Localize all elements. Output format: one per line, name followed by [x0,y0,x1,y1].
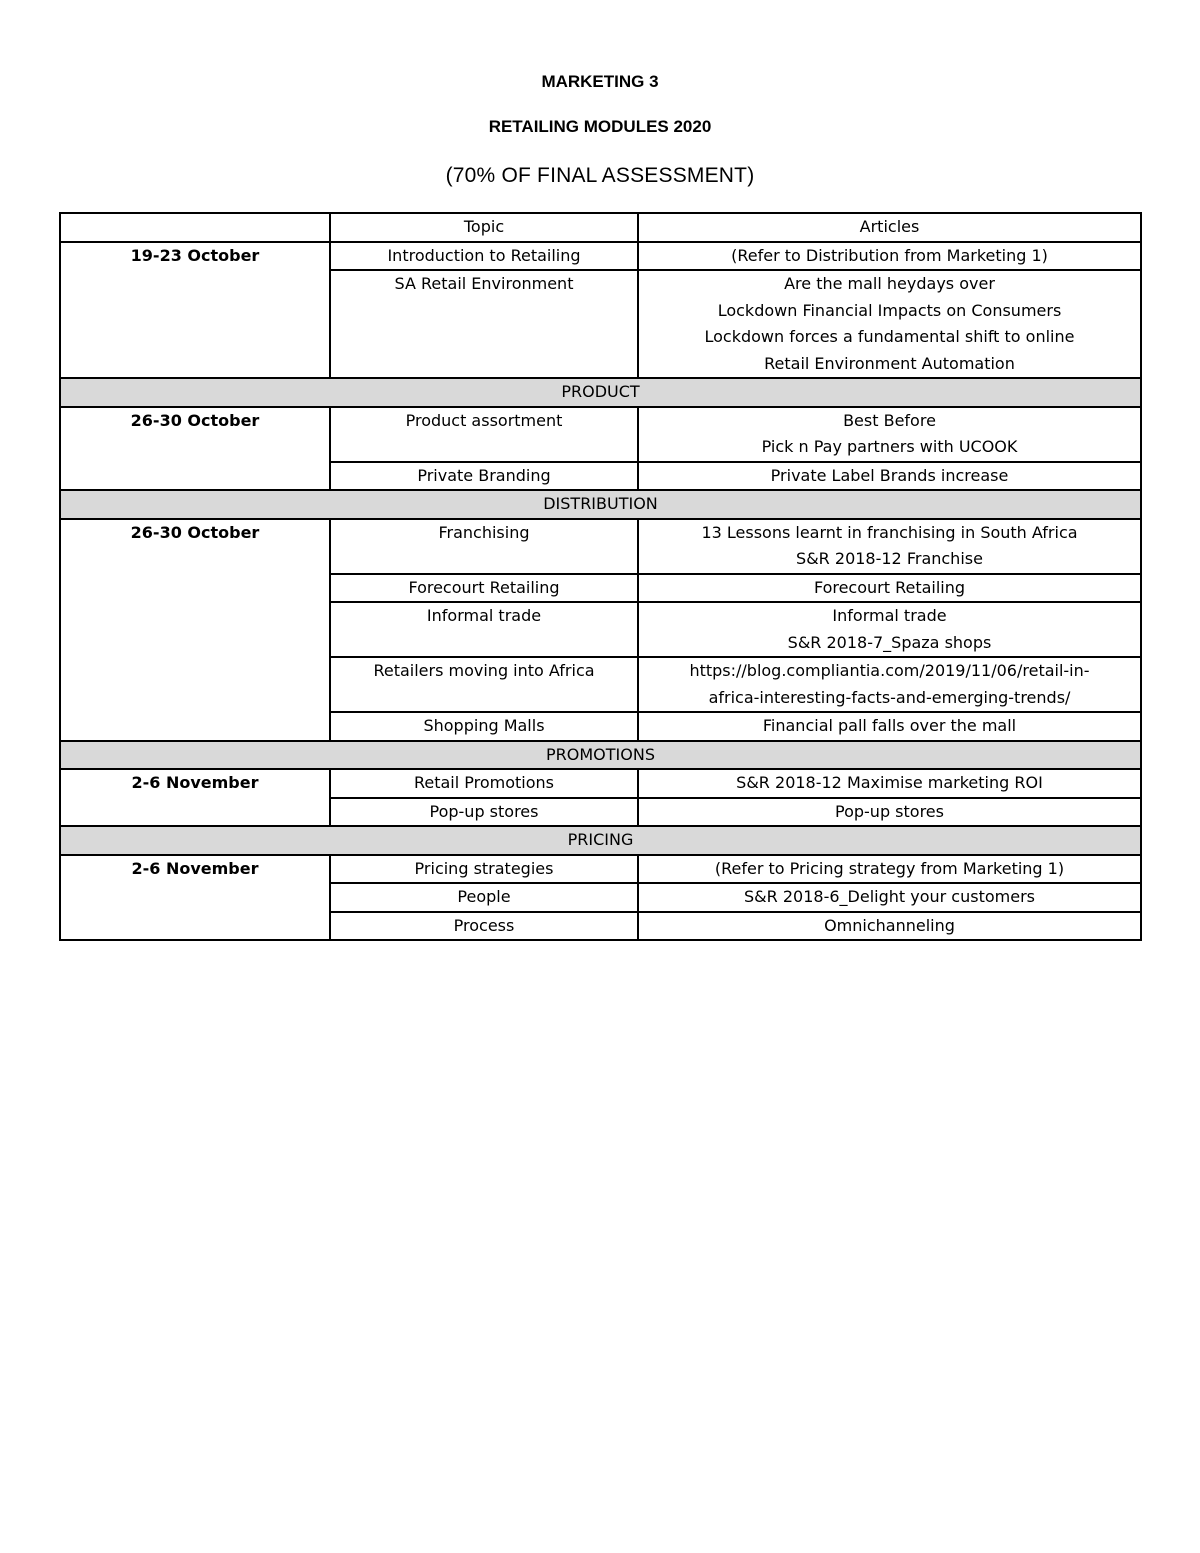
articles-cell [638,270,1141,378]
article-line: S&R 2018-12 Franchise [796,549,983,568]
article-line: Private Label Brands increase [770,465,1009,485]
topic-cell: Private Branding [330,462,638,491]
article-line: S&R 2018-7_Spaza shops [787,632,992,652]
topic-cell: Product assortment [330,407,638,462]
header-topic-cell: Topic [330,213,638,242]
section-row-promotions [60,741,1141,770]
section-row-product [60,378,1141,407]
header-row [60,213,1141,242]
date-cell: 26-30 October [60,519,330,741]
topic-cell: Forecourt Retailing [330,574,638,603]
article-line: Informal trade [832,606,947,625]
assessment-weight: (70% OF FINAL ASSESSMENT) [445,164,755,187]
article-line: Are the mall heydays over [784,274,995,293]
topic-cell: Retailers moving into Africa [330,657,638,712]
topic-cell: Informal trade [330,602,638,657]
articles-cell [638,574,1141,603]
topic-cell: SA Retail Environment [330,270,638,378]
header-date-cell [60,213,330,242]
articles-cell [638,712,1141,741]
header-articles-cell: Articles [638,213,1141,242]
document-title: MARKETING 3 [541,72,659,91]
section-label: PROMOTIONS [60,741,1141,770]
article-line: 13 Lessons learnt in franchising in South Africa [701,522,1078,542]
schedule-table [59,212,1142,941]
table-row [60,769,1141,798]
article-line: (Refer to Pricing strategy from Marketing 1) [714,858,1065,878]
topic-cell: Shopping Malls [330,712,638,741]
article-line: Lockdown Financial Impacts on Consumers [717,300,1062,320]
table-row [60,519,1141,574]
article-line: S&R 2018-6_Delight your customers [744,887,1035,906]
article-line: Financial pall falls over the mall [762,716,1017,735]
topic-cell: Introduction to Retailing [330,242,638,271]
section-label: PRICING [60,826,1141,855]
topic-cell: People [330,883,638,912]
section-row-pricing [60,826,1141,855]
articles-cell [638,519,1141,574]
date-cell: 2-6 November [60,855,330,941]
article-link-line: africa-interesting-facts-and-emerging-trends/ [708,687,1071,707]
article-link-line: https://blog.compliantia.com/2019/11/06/retail-in- [689,661,1090,680]
topic-cell: Process [330,912,638,941]
table-row [60,855,1141,884]
topic-cell: Pricing strategies [330,855,638,884]
date-cell: 19-23 October [60,242,330,379]
articles-cell [638,855,1141,884]
articles-cell [638,883,1141,912]
articles-cell [638,242,1141,271]
article-line: Best Before [843,410,936,430]
articles-cell [638,602,1141,657]
section-label: DISTRIBUTION [60,490,1141,519]
topic-cell: Retail Promotions [330,769,638,798]
article-line: Omnichanneling [824,915,955,935]
article-line: Retail Environment Automation [764,353,1015,373]
articles-cell [638,462,1141,491]
table-row [60,407,1141,462]
articles-cell [638,657,1141,712]
topic-cell: Franchising [330,519,638,574]
topic-cell: Pop-up stores [330,798,638,827]
articles-cell [638,769,1141,798]
article-line: (Refer to Distribution from Marketing 1) [731,245,1048,265]
section-row-distribution [60,490,1141,519]
articles-cell [638,407,1141,462]
section-label: PRODUCT [60,378,1141,407]
articles-cell [638,798,1141,827]
date-cell: 26-30 October [60,407,330,491]
articles-cell [638,912,1141,941]
table-row [60,242,1141,271]
article-line: S&R 2018-12 Maximise marketing ROI [736,773,1043,792]
document-subtitle: RETAILING MODULES 2020 [488,117,712,136]
article-line: Lockdown forces a fundamental shift to online [704,327,1075,346]
article-line: Pop-up stores [835,801,944,821]
article-line: Pick n Pay partners with UCOOK [761,437,1018,456]
article-line: Forecourt Retailing [813,577,966,597]
date-cell: 2-6 November [60,769,330,826]
